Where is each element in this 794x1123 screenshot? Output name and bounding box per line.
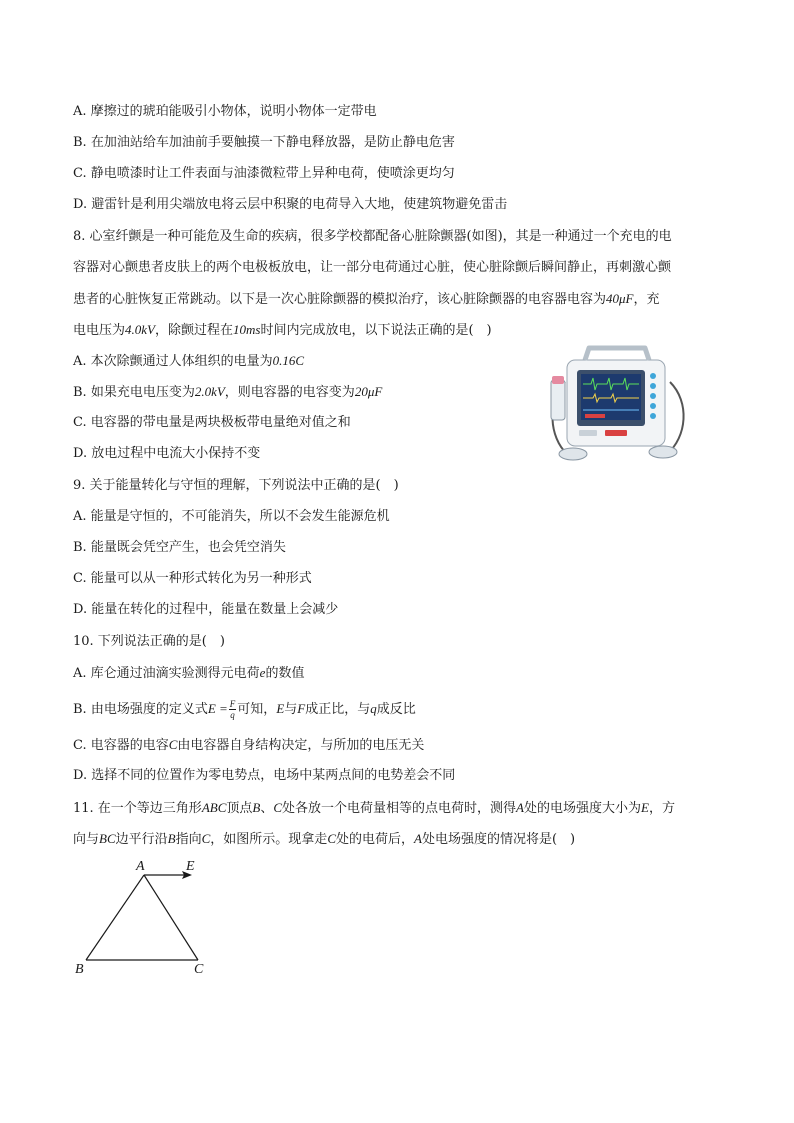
q8-stem-line2: 容器对心颤患者皮肤上的两个电极板放电，让一部分电荷通过心脏，使心脏除颤后瞬间静止，再刺激心颤 [73,260,672,275]
q11-stem-line2: 向与BC边平行沿B指向C，如图所示。现拿走C处的电荷后，A处电场强度的情况将是( ) [73,831,576,847]
capacitance-value: 40μF [606,291,634,306]
vertex-label-b: B [75,962,84,977]
q11-stem-line1: 11. 在一个等边三角形ABC顶点B、C处各放一个电荷量相等的点电荷时，测得A处的电场强度大小为E，方 [73,800,675,816]
vertex-label-c: C [194,962,204,977]
q8-stem-line4: 电电压为4.0kV，除颤过程在10ms时间内完成放电，以下说法正确的是( ) [73,322,492,338]
q10-option-d: D. 选择不同的位置作为零电势点，电场中某两点间的电势差会不同 [73,768,456,783]
defibrillator-image [545,342,690,464]
side-ab [86,875,144,960]
q9-option-a: A. 能量是守恒的，不可能消失，所以不会发生能源危机 [73,509,390,524]
side-ac [144,875,198,960]
fraction-f-over-q: $\frac{F}{q}$ [229,699,236,720]
q8-stem-line3: 患者的心脏恢复正常跳动。以下是一次心脏除颤器的模拟治疗，该心脏除颤器的电容器电容为40μF，充 [73,291,660,307]
q8-stem-line1: 8. 心室纤颤是一种可能危及生命的疾病，很多学校都配备心脏除颤器(如图)，其是一种通过一个充电的电 [73,229,672,244]
time-value: 10ms [233,322,261,337]
q9-option-d: D. 能量在转化的过程中，能量在数量上会减少 [73,602,339,617]
q8-option-b: B. 如果充电电压变为2.0kV，则电容器的电容变为20μF [73,384,383,400]
voltage-value: 4.0kV [125,322,155,337]
q9-stem: 9. 关于能量转化与守恒的理解，下列说法中正确的是( ) [73,478,399,493]
vertex-label-a: A [136,859,145,874]
q10-stem: 10. 下列说法正确的是( ) [73,634,225,649]
q10-option-a: A. 库仑通过油滴实验测得元电荷e的数值 [73,665,305,681]
q10-option-b: B. 由电场强度的定义式E = $\frac{F}{q}$ 可知，E与F成正比，与q成反比 [73,699,416,720]
q7-option-a: A. 摩擦过的琥珀能吸引小物体，说明小物体一定带电 [73,104,377,119]
q7-option-d: D. 避雷针是利用尖端放电将云层中积聚的电荷导入大地，使建筑物避免雷击 [73,197,508,212]
q9-option-c: C. 能量可以从一种形式转化为另一种形式 [73,571,312,586]
q8-option-a: A. 本次除颤通过人体组织的电量为0.16C [73,353,305,369]
field-label-e: E [186,859,195,874]
q10-option-c: C. 电容器的电容C由电容器自身结构决定，与所加的电压无关 [73,737,425,753]
q7-option-c: C. 静电喷漆时让工件表面与油漆微粒带上异种电荷，使喷涂更均匀 [73,166,455,181]
triangle-figure [70,855,220,980]
q8-option-c: C. 电容器的带电量是两块极板带电量绝对值之和 [73,415,351,430]
q9-option-b: B. 能量既会凭空产生，也会凭空消失 [73,540,286,555]
q7-option-b: B. 在加油站给车加油前手要触摸一下静电释放器，是防止静电危害 [73,135,455,150]
q8-option-d: D. 放电过程中电流大小保持不变 [73,446,261,461]
